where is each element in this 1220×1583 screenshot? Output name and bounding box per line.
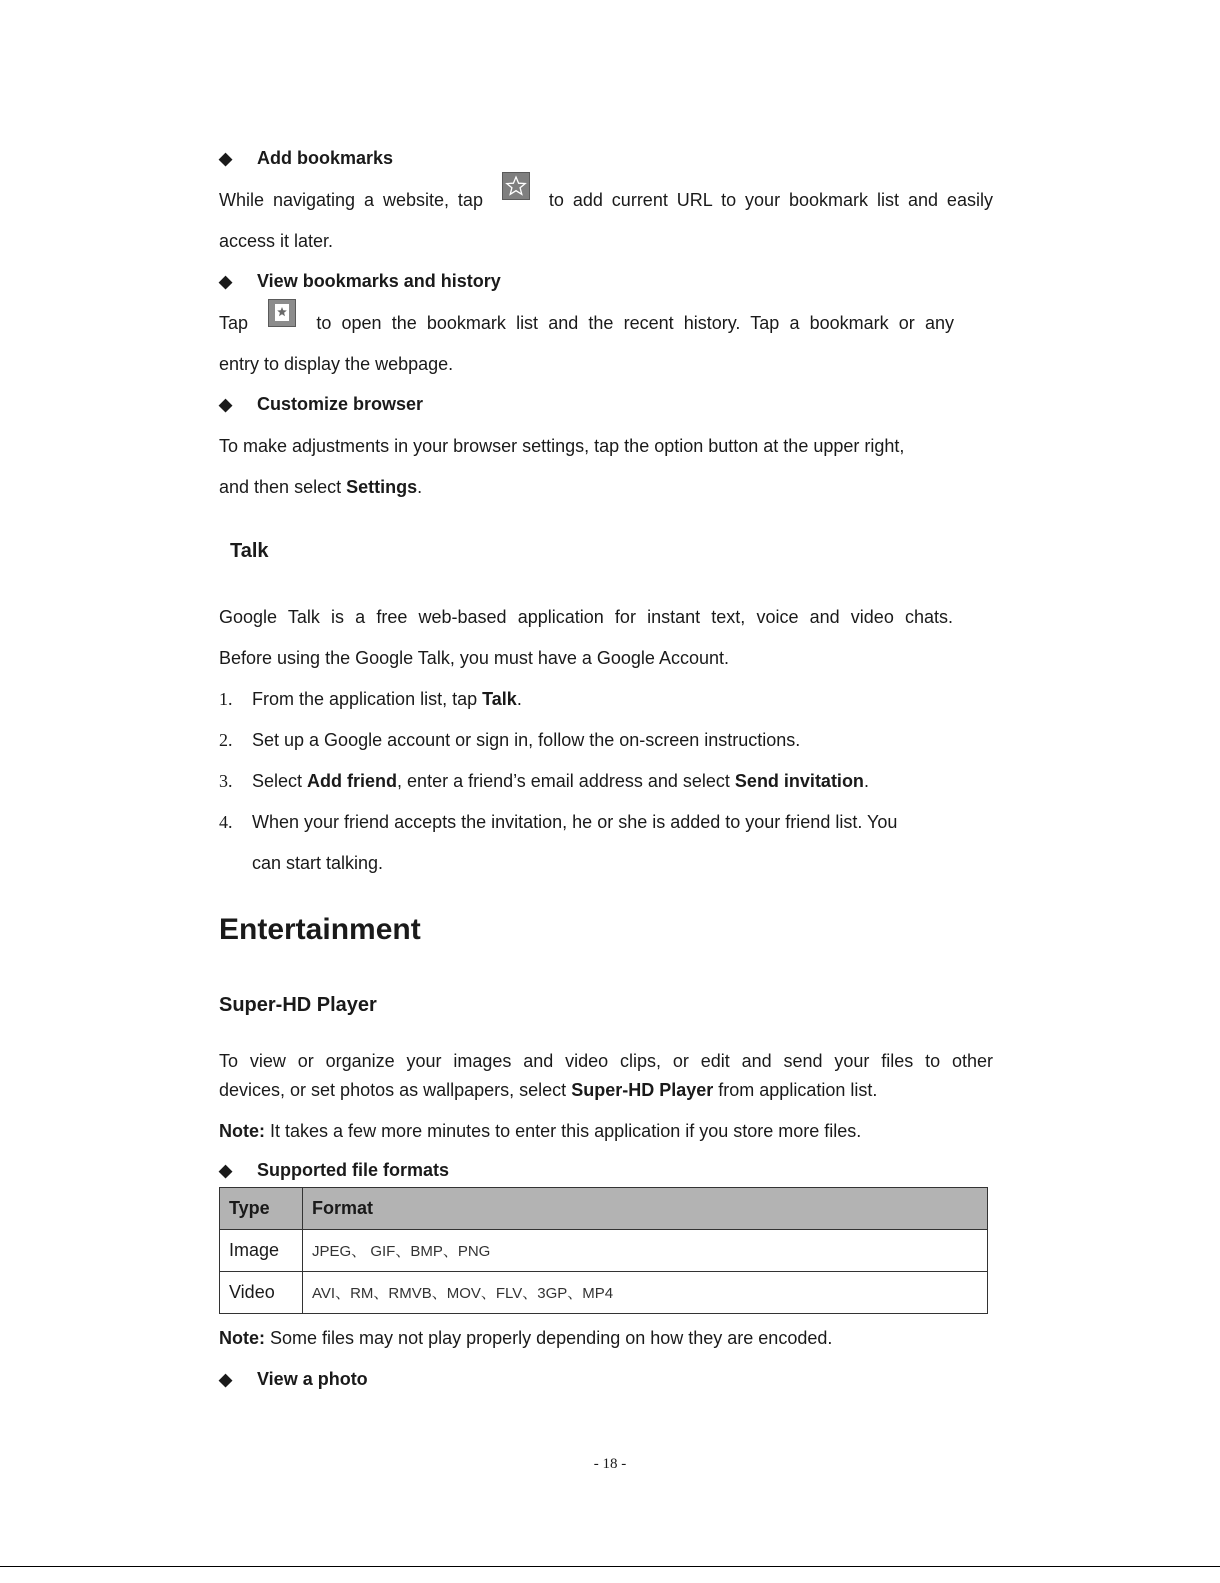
table-header-format: Format bbox=[303, 1188, 988, 1230]
diamond-bullet-icon: ◆ bbox=[219, 1370, 233, 1389]
table-header-row bbox=[220, 1188, 988, 1230]
super-hd-player-heading: Super-HD Player bbox=[219, 994, 377, 1016]
customize-browser-text-line2: and then select Settings. bbox=[219, 477, 423, 497]
page-number: - 18 - bbox=[593, 1456, 627, 1472]
talk-step-2: 2. Set up a Google account or sign in, follow the on-screen instructions. bbox=[219, 730, 801, 750]
diamond-bullet-icon: ◆ bbox=[219, 395, 233, 414]
view-bookmarks-heading: ◆ View bookmarks and history bbox=[219, 271, 501, 291]
page-bottom-divider bbox=[0, 1566, 1220, 1567]
customize-browser-text-line1: To make adjustments in your browser settings, tap the option button at the upper right, bbox=[219, 436, 905, 456]
super-hd-intro-line2: devices, or set photos as wallpapers, select Super-HD Player from application list. bbox=[219, 1080, 878, 1100]
view-bookmarks-text-line1: Tap to open the bookmark list and the recent history. Tap a bookmark or any bbox=[219, 303, 954, 344]
table-cell-type: Image bbox=[220, 1230, 303, 1272]
table-cell-format: JPEG、 GIF、BMP、PNG bbox=[303, 1230, 988, 1272]
view-photo-heading: ◆ View a photo bbox=[219, 1369, 368, 1389]
settings-label: Settings bbox=[346, 477, 418, 497]
diamond-bullet-icon: ◆ bbox=[219, 272, 233, 291]
add-bookmarks-heading: ◆ Add bookmarks bbox=[219, 148, 394, 168]
diamond-bullet-icon: ◆ bbox=[219, 1161, 233, 1180]
formats-table-wrapper bbox=[219, 1187, 988, 1314]
table-cell-type: Video bbox=[220, 1272, 303, 1314]
talk-step-4-continued: can start talking. bbox=[252, 853, 384, 873]
talk-intro-line2: Before using the Google Talk, you must have a Google Account. bbox=[219, 648, 729, 668]
table-header-type: Type bbox=[220, 1188, 303, 1230]
diamond-bullet-icon: ◆ bbox=[219, 149, 233, 168]
talk-heading: Talk bbox=[230, 540, 269, 562]
talk-intro-line1: Google Talk is a free web-based application for instant text, voice and video chats. bbox=[219, 607, 953, 627]
table-cell-format: AVI、RM、RMVB、MOV、FLV、3GP、MP4 bbox=[303, 1272, 988, 1314]
note-2: Note: Some files may not play properly depending on how they are encoded. bbox=[219, 1328, 833, 1348]
supported-formats-heading: ◆ Supported file formats bbox=[219, 1160, 450, 1180]
add-bookmarks-text-line1: While navigating a website, tap to add current URL to your bookmark list and easily bbox=[219, 180, 993, 221]
star-outline-icon bbox=[502, 172, 530, 200]
table-row bbox=[220, 1230, 988, 1272]
note-1: Note: It takes a few more minutes to enter this application if you store more files. bbox=[219, 1121, 862, 1141]
view-bookmarks-text-line2: entry to display the webpage. bbox=[219, 354, 454, 374]
formats-table bbox=[219, 1187, 988, 1314]
table-row bbox=[220, 1272, 988, 1314]
talk-step-4: 4. When your friend accepts the invitation, he or she is added to your friend list. You bbox=[219, 812, 898, 832]
talk-step-3: 3. Select Add friend, enter a friend’s email address and select Send invitation. bbox=[219, 771, 869, 791]
add-bookmarks-text-line2: access it later. bbox=[219, 231, 334, 251]
entertainment-heading: Entertainment bbox=[219, 913, 421, 946]
super-hd-intro-line1: To view or organize your images and video clips, or edit and send your files to other bbox=[219, 1051, 993, 1071]
bookmark-star-icon bbox=[268, 299, 296, 327]
customize-browser-heading: ◆ Customize browser bbox=[219, 394, 424, 414]
talk-step-1: 1. From the application list, tap Talk. bbox=[219, 689, 522, 709]
